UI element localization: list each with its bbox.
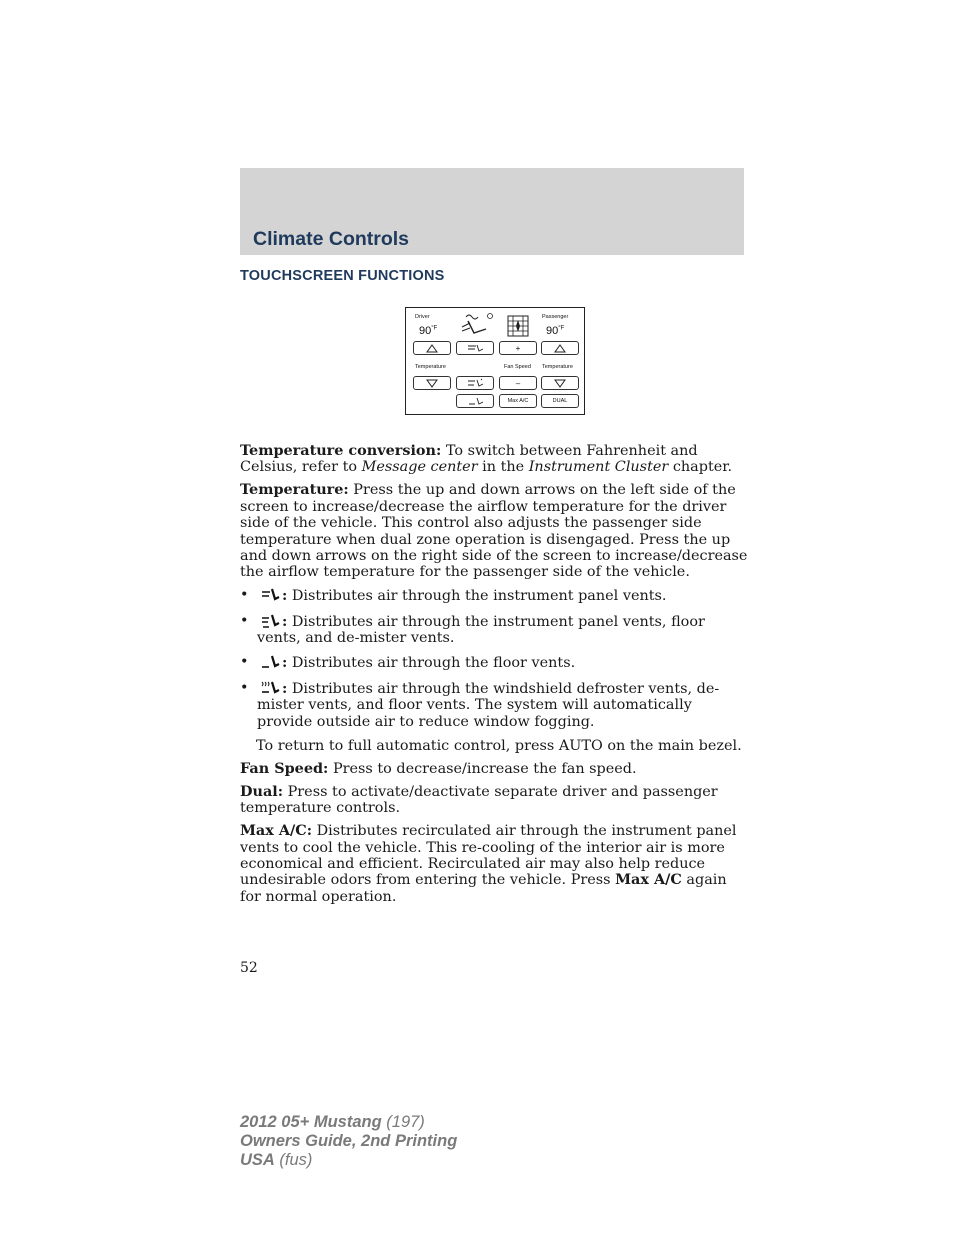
passenger-temperature-label: Temperature	[542, 364, 573, 370]
page-number: 52	[240, 960, 258, 976]
floor-vent-icon	[260, 654, 280, 670]
max-ac-button: Max A/C	[499, 394, 537, 408]
max-ac-paragraph: Max A/C: Distributes recirculated air through the instrument panel vents to cool the vehicle. This re-cooling of the interior air is more economical and efficient. Recirculated air may also help reduce undesirable odors from entering the vehicle. Press Max A/C again for normal operation.	[240, 822, 737, 905]
passenger-temp-readout: $90^{^\circ F}$	[546, 325, 565, 337]
temperature-paragraph: Temperature: Press the up and down arrows on the left side of the screen to increase/decrease the airflow temperature for the driver side of the vehicle. This control also adjusts the passenger side temperature when dual zone operation is disengaged. Press the up and down arrows on the right side of the screen to increase/decrease the airflow temperature for the passenger side of the vehicle.	[240, 481, 748, 581]
fan-speed-paragraph: Fan Speed: Press to decrease/increase the fan speed.	[240, 760, 637, 777]
section-title: TOUCHSCREEN FUNCTIONS	[240, 268, 445, 284]
list-item: • : Distributes air through the windshield defroster vents, de-mister vents, and floor vents. The system will automatically provide outside air to reduce window fogging.	[240, 679, 720, 730]
airflow-mode-list	[240, 587, 750, 730]
driver-temp-readout: $90^{^\circ F}$	[419, 325, 438, 337]
driver-label: Driver	[415, 314, 430, 320]
footer-line-2: Owners Guide, 2nd Printing	[240, 1132, 458, 1150]
panel-floor-mode-button	[456, 376, 494, 390]
panel-vent-icon	[260, 587, 280, 603]
floor-mode-button	[456, 394, 494, 408]
defrost-floor-icon	[260, 680, 280, 696]
passenger-temp-up-button	[541, 341, 579, 355]
dual-paragraph: Dual: Press to activate/deactivate separate driver and passenger temperature controls.	[240, 782, 718, 817]
list-item: • : Distributes air through the instrument panel vents, floor vents, and de-mister vents.	[240, 612, 705, 647]
footer-line-3: USA (fus)	[240, 1151, 313, 1169]
list-item: • : Distributes air through the instrument panel vents.	[240, 587, 667, 605]
passenger-temp-down-button	[541, 376, 579, 390]
touchscreen-illustration	[405, 307, 585, 415]
chapter-title: Climate Controls	[253, 228, 410, 250]
footer	[240, 1113, 457, 1170]
driver-temp-down-button	[413, 376, 451, 390]
fan-speed-down-button: –	[499, 376, 537, 390]
body-text	[240, 443, 750, 912]
auto-note: To return to full automatic control, press AUTO on the main bezel.	[256, 738, 742, 755]
temp-conversion-paragraph: Temperature conversion: To switch between Fahrenheit and Celsius, refer to Message center in the Instrument Cluster chapter.	[240, 442, 733, 476]
airflow-seat-icon	[456, 311, 496, 339]
passenger-label: Passenger	[542, 314, 569, 320]
fan-speed-up-button: +	[499, 341, 537, 355]
footer-line-1: 2012 05+ Mustang (197)	[240, 1113, 425, 1131]
driver-temperature-label: Temperature	[415, 364, 446, 370]
list-item: • : Distributes air through the floor vents.	[240, 654, 576, 672]
chapter-header-band	[240, 168, 744, 255]
fan-speed-label: Fan Speed	[504, 364, 531, 370]
dual-button: DUAL	[541, 394, 579, 408]
panel-floor-vent-icon	[260, 613, 280, 629]
panel-vent-mode-button	[456, 341, 494, 355]
driver-temp-up-button	[413, 341, 451, 355]
fan-grid-icon	[507, 315, 529, 337]
